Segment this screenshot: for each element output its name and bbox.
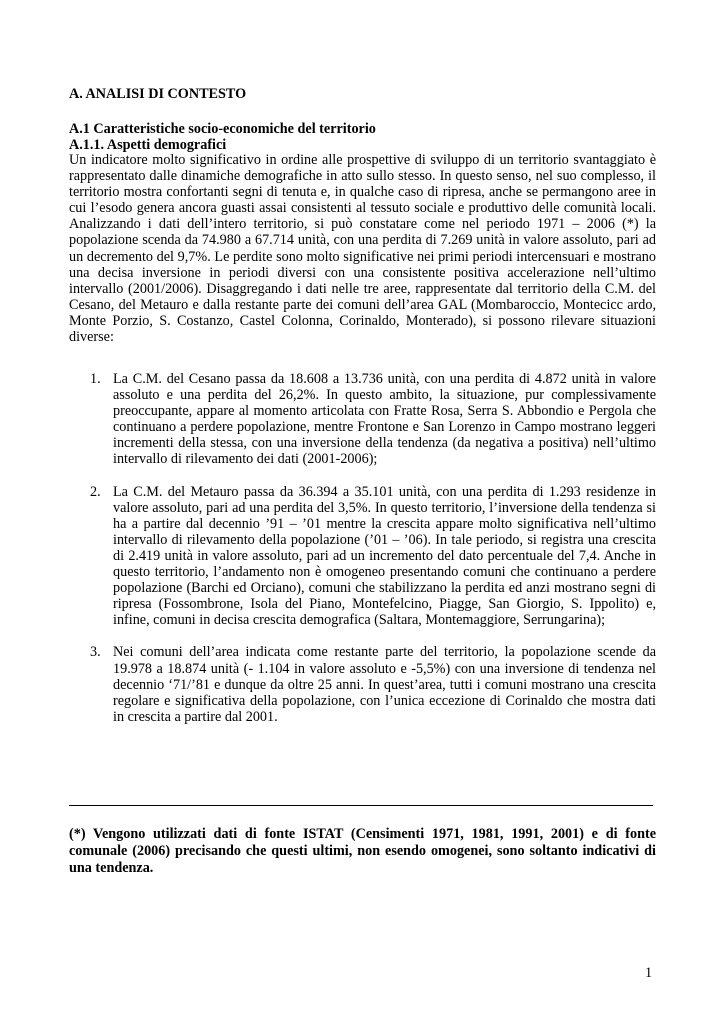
list-item-text: La C.M. del Cesano passa da 18.608 a 13.736 unità, con una perdita di 4.872 unità in valore assoluto e una perdita del 26,2%. In questo ambito, la situazione, pur complessivamente preoccupante, appare al momento articolata con Fratte Rosa, Serra S. Abbondio e Pergola che continuano a perdere popolazione, mentre Frontone e San Lorenzo in Campo mostrano leggeri incrementi della stessa, con una inversione della tendenza (da negativa a positiva) nell’ultimo intervallo di rilevamento dei dati (2001-2006); bbox=[113, 371, 656, 468]
section-title: A.1 Caratteristiche socio-economiche del territorio bbox=[69, 121, 376, 137]
list-item-text: Nei comuni dell’area indicata come restante parte del territorio, la popolazione scende da 19.978 a 18.874 unità (- 1.104 in valore assoluto e -5,5%) con una inversione di tendenza nel decennio ‘71/’81 e dunque da oltre 25 anni. In quest’area, tutti i comuni mostrano una crescita regolare e significativa della popolazione, con l’unica eccezione di Corinaldo che mostra dati in crescita a partire dal 2001. bbox=[113, 644, 656, 725]
subsection-title: A.1.1. Aspetti demografici bbox=[69, 137, 227, 153]
list-item-number: 1. bbox=[90, 371, 101, 387]
list-item-text: La C.M. del Metauro passa da 36.394 a 35.101 unità, con una perdita di 1.293 residenze in valore assoluto, pari ad una perdita del 3,5%. In questo territorio, l’inversione della tendenza si ha a partire dal decennio ’91 – ’01 mentre la crescita appare molto significativa nell’ultimo intervallo di rilevamento della popolazione (’01 – ’06). In tale periodo, si registra una crescita di 2.419 unità in valore assoluto, pari ad un incremento del dato percentuale del 7,4. Anche in questo territorio, l’andamento non è omogeneo presentando comuni che continuano a perdere popolazione (Barchi ed Orciano), comuni che stabilizzano la perdita ed anzi mostrano segni di ripresa (Fossombrone, Isola del Piano, Montefelcino, Piagge, San Giorgio, S. Ippolito) e, infine, comuni in decisa crescita demografica (Saltara, Montemaggiore, Serrungarina); bbox=[113, 483, 656, 629]
footnote-divider bbox=[69, 805, 653, 806]
list-item bbox=[69, 484, 656, 629]
footnote: (*) Vengono utilizzati dati di fonte ISTAT (Censimenti 1971, 1981, 1991, 2001) e di fonte comunale (2006) precisando che questi ultimi, non esendo omogenei, sono soltanto indicativi di una tendenza. bbox=[69, 826, 656, 877]
list-item-number: 2. bbox=[90, 483, 101, 500]
page-heading: A. ANALISI DI CONTESTO bbox=[69, 86, 247, 102]
intro-paragraph: Un indicatore molto significativo in ordine alle prospettive di sviluppo di un territorio svantaggiato è rappresentato dalle dinamiche demografiche in atto sullo stesso. In questo senso, nel suo complesso, il territorio mostra confortanti segni di tenuta e, in qualche caso di ripresa, anche se permangono aree in cui l’esodo genera ancora guasti assai consistenti al tessuto sociale e produttivo delle comunità locali. Analizzando i dati dell’intero territorio, si può constatare come nel periodo 1971 – 2006 (*) la popolazione scenda da 74.980 a 67.714 unità, con una perdita di 7.269 unità in valore assoluto, pari ad un decremento del 9,7%. Le perdite sono molto significative nei primi periodi intercensuari e mostrano una decisa inversione in periodi diversi con una consistente positiva accelerazione nell’ultimo intervallo (2001/2006). Disaggregando i dati nelle tre aree, rappresentate dal territorio della C.M. del Cesano, del Metauro e dalla restante parte dei comuni dell’area GAL (Mombaroccio, Montecicc ardo, Monte Porzio, S. Costanzo, Castel Colonna, Corinaldo, Monterado), si possono rilevare situazioni diverse: bbox=[69, 152, 656, 346]
list-item bbox=[69, 644, 656, 724]
list-item-number: 3. bbox=[90, 644, 101, 661]
list-item bbox=[69, 371, 656, 468]
numbered-list bbox=[69, 371, 656, 725]
page-number: 1 bbox=[645, 965, 653, 981]
